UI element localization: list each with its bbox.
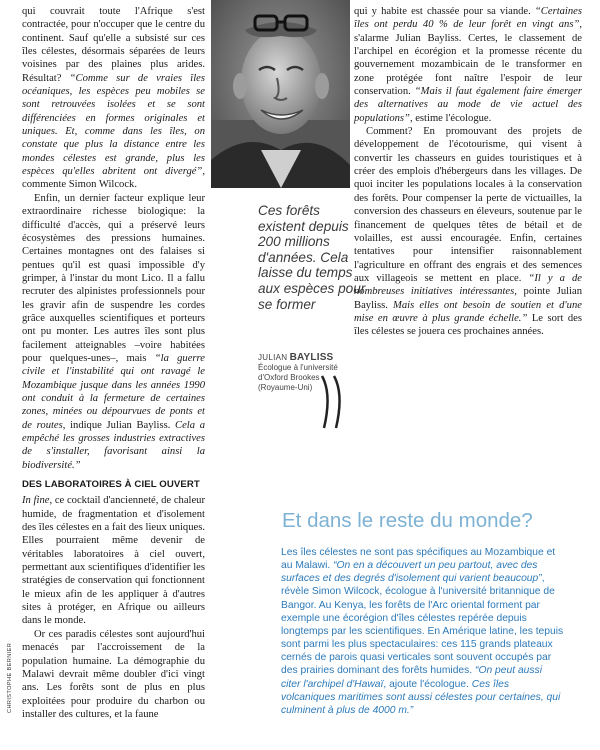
portrait-photo [211, 0, 350, 188]
text-run: Enfin, un dernier facteur explique leur extraordinaire richesse biologique: la difficulté d'accès, qui a préservé leurs écosystèmes des pressions humaines. Certaines montagnes ont des falaises si pentues qu'il est quasi impossible d'y grimper, à l'instar du mont Lico. Il a fallu recruter des alpinistes professionnels pour les gravir afin de suspendre les cordes grâce auxquelles scientifiques et porteurs ont pu monter. Les autres îles sont plus facilement atteignables –voire habitées pour quelques-unes–, mais [22, 192, 205, 364]
quote-run: “Certaines îles ont perdu 40 % de leur forêt en vingt ans” [354, 6, 582, 31]
right-paragraph-2 [354, 125, 582, 339]
credit-role: Écologue à l'université d'Oxford Brookes (Royaume-Uni) [258, 363, 338, 392]
quote-run: “On peut aussi citer l'archipel d'Hawaï [281, 665, 542, 690]
text-run: Le sort des îles célestes se jouera ces prochaines années. [354, 312, 582, 338]
section-heading: DES LABORATOIRES À CIEL OUVERT [22, 479, 200, 491]
portrait-illustration [211, 0, 350, 188]
quote-run: Ces îles volcaniques maritimes sont aussi célestes pour certaines, qui culminent à plus de 4000 m.” [281, 678, 561, 716]
quote-run: “On en a découvert un peu partout, avec des surfaces et des degrés d'isolement qui varient beaucoup” [281, 560, 542, 585]
photo-credit: CHRISTOPHE BERNIER [7, 642, 13, 713]
credit-last-name: BAYLISS [289, 352, 334, 363]
quote-run: Mais elles ont besoin de soutien et d'une mise en œuvre à plus grande échelle.” [354, 299, 582, 324]
sidebar-box-title: Et dans le reste du monde? [282, 509, 533, 532]
left-paragraph-4: Or ces paradis célestes sont aujourd'hui menacés par l'accroissement de la population humaine. La démographie du Malawi devrait même doubler d'ici vingt ans. Les forêts sont de plus en plus exploitées pour produire du charbon ou installer des cultures, et la faune [22, 628, 205, 720]
quote-run: “Mais il faut également faire émerger des alternatives au mode de vie actuel des populations” [354, 86, 582, 124]
text-run: Les îles célestes ne sont pas spécifiques au Mozambique et au Malawi. [281, 547, 556, 572]
text-run: , pointe Julian Bayliss. [354, 286, 583, 311]
text-run: Comment? En promouvant des projets de développement de l'écotourisme, qui visent à convertir les chasseurs en guides touristiques et à créer des emplois d'hébergeurs dans les villages. De quoi inciter les populations locales à la conservation des forêts. Pour compenser la perte de victuailles, la conversion des chasseurs en éleveurs, soutenue par le financement de quelques têtes de bétail et de volailles, est aussi encouragée. Enfin, certaines tentatives pour intensifier raisonnablement l'agriculture en offrant des engrais et des semences aux villageois se mettent en place. [354, 126, 582, 284]
sidebar-box [274, 505, 594, 750]
text-run: , ce cocktail d'ancienneté, de chaleur humide, de fragmentation et d'isolement des îles célestes en a fait des lieux uniques. Elles pourraient même devenir de véritables laboratoires à ciel ouvert, permettant aux scientifiques d'identifier les stratégies de conservation qui fonctionnent le mieux afin de les appliquer à d'autres sites à protéger, en Afrique ou ailleurs dans le monde. [22, 495, 206, 627]
text-run: , s'alarme Julian Bayliss. Certes, le classement de l'archipel en écorégion et la promesse récente du gouvernement mozambicain de le transformer en zone protégée font naître l'espoir de leur conservation. [354, 19, 582, 98]
sidebar-paragraph [281, 546, 564, 717]
pull-quote: Ces forêts existent depuis 200 millions d'années. Cela laisse du temps aux espèces pour se former [258, 203, 366, 312]
text-run: qui y habite est chassée pour sa viande. [354, 6, 535, 17]
text-run: qui couvrait toute l'Afrique s'est contractée, pour n'occuper que le centre du continent. Sauf qu'elle a subsisté sur ces îles célestes, désormais séparées de leurs voisines par des plaines plus arides. Résultat? [22, 6, 205, 84]
left-paragraph-3 [22, 494, 205, 627]
text-run: , commente Simon Wilcock. [22, 166, 205, 191]
closing-quote-icon [318, 374, 348, 434]
quote-run: “Il y a de nombreuses initiatives intéressantes [354, 272, 582, 298]
right-column [354, 5, 582, 339]
quote-run: Cela a empêché les grosses industries extractives de s'installer, favorisant ainsi la biodiversité.” [22, 419, 205, 471]
sidebar-box-text [281, 546, 564, 717]
left-paragraph-1 [22, 5, 205, 192]
credit-first-name: JULIAN [258, 353, 288, 362]
text-run: , indique Julian Bayliss. [62, 419, 176, 431]
quote-run: “la guerre civile et l'instabilité qui ont ravagé le Mozambique jusque dans les années 1990 ont conduit à la fermeture de certaines zones, minées ou dépourvues de ponts et de routes [22, 352, 205, 431]
left-column [22, 5, 205, 721]
quote-run: “Comme sur de vraies îles océaniques, les espèces peu mobiles se sont retrouvées isolées et se sont différenciées en formes originales et uniques. Et, comme dans les îles, on constate que plus la distance entre les mondes célestes est grande, plus les espèces qu'elles abritent ont divergé” [22, 72, 205, 178]
left-paragraph-2 [22, 192, 205, 472]
text-run: , ajoute l'écologue. [383, 678, 472, 690]
text-run: , révèle Simon Wilcock, écologue à l'université britannique de Bangor. Au Kenya, les forêts de l'Arc oriental forment par exemple une écorégion d'îles célestes repérée depuis longtemps par les scientifiques. En Amérique latine, les tepuis sont parmi les plus spectaculaires: ces 115 grands plateaux cernés de parois quasi verticales sont souvent occupés par des prairies dominant des forêts humides. [281, 573, 564, 677]
quote-run: In fine [22, 495, 50, 507]
right-paragraph-1 [354, 5, 582, 125]
text-run: , estime l'écologue. [409, 112, 492, 124]
